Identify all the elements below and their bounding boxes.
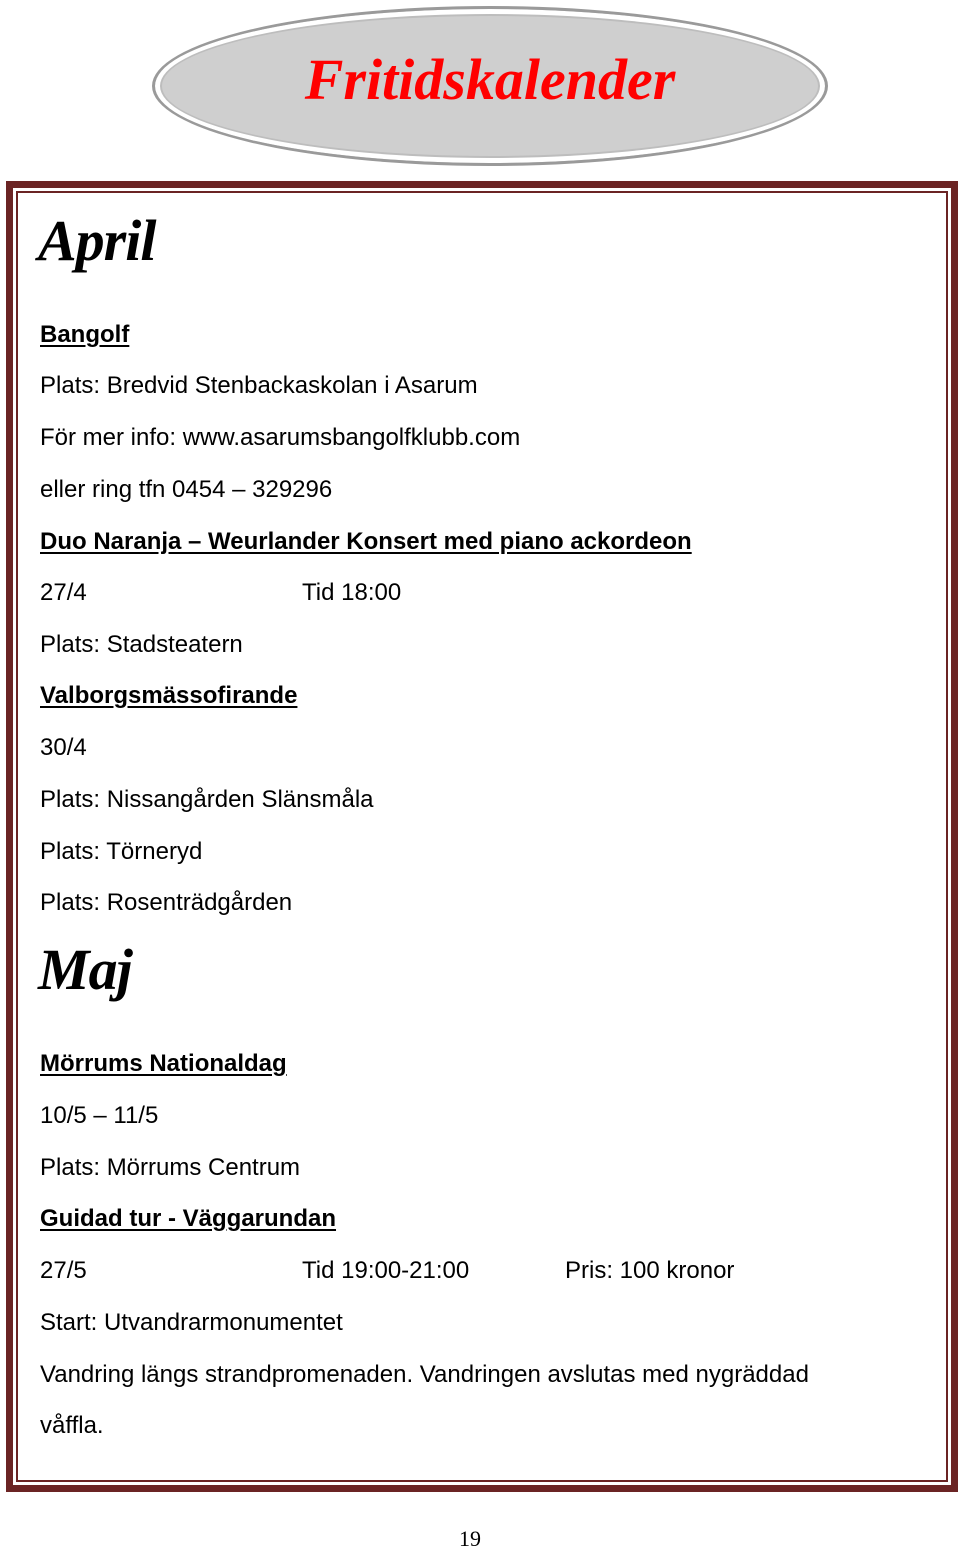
event-heading-guidad-tur: Guidad tur - Väggarundan <box>40 1205 337 1232</box>
event-date-valborg: 30/4 <box>40 734 87 761</box>
month-title-april: April <box>38 208 156 273</box>
event-time-guidad-tur: Tid 19:00-21:00 <box>302 1257 470 1284</box>
event-place-valborg-1: Plats: Nissangården Slänsmåla <box>40 786 374 813</box>
event-description-guidad-tur-2: våffla. <box>40 1412 104 1439</box>
page-title: Fritidskalender <box>304 47 676 112</box>
event-heading-nationaldag: Mörrums Nationaldag <box>40 1050 287 1077</box>
event-start-guidad-tur: Start: Utvandrarmonumentet <box>40 1309 343 1336</box>
event-place-valborg-3: Plats: Rosenträdgården <box>40 889 293 916</box>
event-date-guidad-tur: 27/5 <box>40 1257 87 1284</box>
event-dates-nationaldag: 10/5 – 11/5 <box>40 1102 159 1129</box>
event-heading-bangolf: Bangolf <box>40 321 130 348</box>
event-heading-duo-naranja: Duo Naranja – Weurlander Konsert med piano ackordeon <box>40 528 692 555</box>
page-number: 19 <box>459 1526 481 1551</box>
event-price-guidad-tur: Pris: 100 kronor <box>565 1257 735 1284</box>
event-time-duo-naranja: Tid 18:00 <box>302 579 402 606</box>
event-place-bangolf: Plats: Bredvid Stenbackaskolan i Asarum <box>40 372 478 399</box>
event-heading-valborg: Valborgsmässofirande <box>40 682 298 709</box>
event-phone-bangolf: eller ring tfn 0454 – 329296 <box>40 476 333 503</box>
event-place-nationaldag: Plats: Mörrums Centrum <box>40 1154 301 1181</box>
event-place-duo-naranja: Plats: Stadsteatern <box>40 631 243 658</box>
month-title-maj: Maj <box>38 937 132 1002</box>
event-place-valborg-2: Plats: Törneryd <box>40 838 203 865</box>
event-date-duo-naranja: 27/4 <box>40 579 87 606</box>
event-info-bangolf: För mer info: www.asarumsbangolfklubb.com <box>40 424 521 451</box>
event-description-guidad-tur-1: Vandring längs strandpromenaden. Vandringen avslutas med nygräddad <box>40 1361 809 1388</box>
